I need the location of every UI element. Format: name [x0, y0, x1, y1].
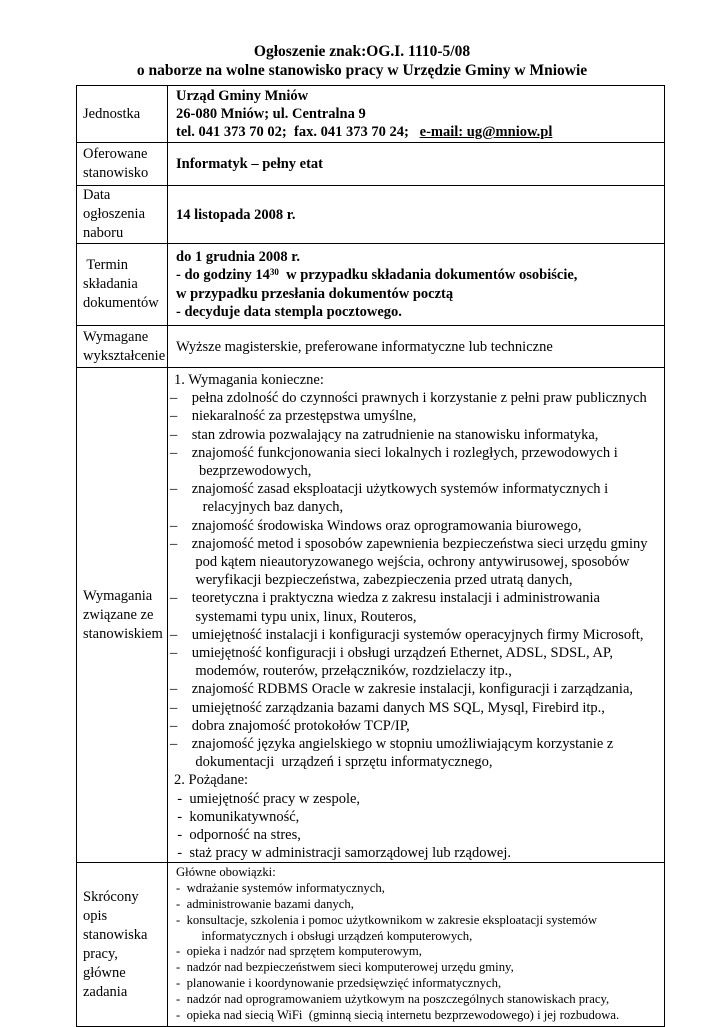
- list-item: pod kątem nieautoryzowanego wejścia, ochrony antywirusowej, sposobów: [170, 554, 630, 571]
- label-wyksztalcenie-1: Wymagane: [83, 328, 149, 345]
- office-name: Urząd Gminy Mniów: [176, 88, 309, 104]
- label-stanowisko-1: Oferowane: [83, 146, 148, 162]
- row-data-ogloszenia: [77, 186, 665, 244]
- list-item: – umiejętność zarządzania bazami danych MS SQL, Mysql, Firebird itp.,: [170, 699, 605, 716]
- list-item: - planowanie i koordynowanie przedsięwzięć informatycznych,: [176, 976, 502, 991]
- list-item: - nadzór nad oprogramowaniem użytkowym na poszczególnych stanowiskach pracy,: [176, 991, 610, 1006]
- label-zadania-3: stanowiska: [83, 926, 148, 943]
- label-data-1: Data: [83, 187, 111, 203]
- list-item: – niekaralność za przestępstwa umyślne,: [170, 408, 417, 425]
- label-data-3: naboru: [83, 225, 124, 241]
- deadline-date: do 1 grudnia 2008 r.: [176, 248, 300, 265]
- label-zadania-5: główne: [83, 964, 126, 981]
- label-wymagania-1: Wymagania: [83, 587, 153, 604]
- list-item: relacyjnych baz danych,: [170, 499, 344, 516]
- list-item: - komunikatywność,: [170, 808, 300, 825]
- label-zadania-2: opis: [83, 907, 108, 924]
- duties-heading: Główne obowiązki:: [176, 865, 276, 880]
- desirable-heading: 2. Pożądane:: [174, 772, 249, 789]
- requirements-heading: 1. Wymagania konieczne:: [174, 372, 324, 388]
- list-item: - wdrażanie systemów informatycznych,: [176, 881, 385, 896]
- label-stanowisko-2: stanowisko: [83, 165, 149, 181]
- position-value: Informatyk – pełny etat: [168, 143, 665, 186]
- row-termin: [77, 244, 665, 326]
- list-item: weryfikacji bezpieczeństwa, zabezpieczenia przed utratą danych,: [170, 572, 573, 589]
- label-zadania-1: Skrócony: [83, 888, 139, 905]
- row-wymagania: [77, 368, 665, 863]
- label-data-2: ogłoszenia: [83, 206, 146, 222]
- requirements-cell: [168, 368, 665, 863]
- row-stanowisko: [77, 143, 665, 186]
- deadline-stamp: - decyduje data stempla pocztowego.: [176, 304, 402, 320]
- list-item: - opieka i nadzór nad sprzętem komputerowym,: [176, 944, 422, 959]
- deadline-post: w przypadku przesłania dokumentów pocztą: [176, 285, 454, 302]
- label-termin-2: składania: [83, 276, 138, 292]
- list-item: modemów, routerów, przełączników, rozdzielaczy itp.,: [170, 663, 512, 680]
- list-item: bezprzewodowych,: [170, 463, 312, 480]
- list-item: – stan zdrowia pozwalający na zatrudnienie na stanowisku informatyka,: [170, 426, 599, 443]
- row-wyksztalcenie: [77, 326, 665, 368]
- label-wymagania-2: związane ze: [83, 606, 154, 623]
- list-item: – znajomość RDBMS Oracle w zakresie instalacji, konfiguracji i zarządzania,: [170, 681, 634, 698]
- list-item: – pełna zdolność do czynności prawnych i korzystanie z pełni praw publicznych: [170, 390, 647, 407]
- list-item: – umiejętność instalacji i konfiguracji systemów operacyjnych firmy Microsoft,: [170, 626, 644, 643]
- list-item: - administrowanie bazami danych,: [176, 897, 354, 912]
- list-item: – dobra znajomość protokołów TCP/IP,: [170, 717, 410, 734]
- row-zadania: [77, 863, 665, 1027]
- list-item: – znajomość funkcjonowania sieci lokalnych i rozległych, przewodowych i: [170, 444, 618, 461]
- list-item: – znajomość metod i sposobów zapewnienia bezpieczeństwa sieci urzędu gminy: [170, 535, 648, 552]
- office-address: 26-080 Mniów; ul. Centralna 9: [176, 106, 366, 122]
- label-zadania-4: pracy,: [83, 945, 118, 962]
- list-item: - staż pracy w administracji samorządowej lub rządowej.: [170, 845, 512, 862]
- requirements-list: [170, 389, 658, 771]
- announcement-date: 14 listopada 2008 r.: [168, 186, 665, 244]
- desirable-list: [170, 790, 658, 863]
- row-jednostka: [77, 86, 665, 143]
- office-phone-fax: tel. 041 373 70 02; fax. 041 373 70 24;: [176, 124, 420, 140]
- label-zadania-6: zadania: [83, 983, 128, 1000]
- list-item: - konsultacje, szkolenia i pomoc użytkownikom w zakresie eksploatacji systemów: [176, 912, 598, 927]
- label-jednostka: Jednostka: [77, 86, 168, 143]
- office-email-link[interactable]: e-mail: ug@mniow.pl: [419, 124, 553, 140]
- education-value: Wyższe magisterskie, preferowane informatyczne lub techniczne: [168, 326, 665, 368]
- list-item: – umiejętność konfiguracji i obsługi urządzeń Ethernet, ADSL, SDSL, AP,: [170, 645, 613, 662]
- list-item: – znajomość zasad eksploatacji użytkowych systemów informatycznych i: [170, 481, 609, 498]
- label-wyksztalcenie-2: wykształcenie: [83, 347, 166, 364]
- list-item: – znajomość języka angielskiego w stopniu umożliwiającym korzystanie z: [170, 736, 614, 753]
- list-item: - opieka nad siecią WiFi (gminną siecią internetu bezprzewodowego) i jej rozbudowa.: [176, 1007, 620, 1022]
- duties-list: [176, 881, 658, 1023]
- list-item: - nadzór nad bezpieczeństwem sieci komputerowej urzędu gminy,: [176, 960, 514, 975]
- label-termin-1: Termin: [83, 257, 129, 273]
- deadline-hour: - do godziny $14^{30}$ w przypadku składania dokumentów osobiście,: [176, 267, 578, 283]
- list-item: informatycznych i obsługi urządzeń komputerowych,: [176, 928, 473, 943]
- list-item: - umiejętność pracy w zespole,: [170, 790, 361, 807]
- duties-cell: [168, 863, 665, 1027]
- label-termin-3: dokumentów: [83, 295, 159, 311]
- list-item: - odporność na stres,: [170, 827, 301, 844]
- list-item: dokumentacji urządzeń i sprzętu informatycznego,: [170, 754, 493, 771]
- list-item: systemami typu unix, linux, Routeros,: [170, 608, 417, 625]
- label-wymagania-3: stanowiskiem: [83, 625, 163, 642]
- announcement-subtitle: o naborze na wolne stanowisko pracy w Urzędzie Gminy w Mniowie: [136, 62, 588, 79]
- announcement-table: [76, 85, 665, 1027]
- list-item: – znajomość środowiska Windows oraz oprogramowania biurowego,: [170, 517, 582, 534]
- announcement-title: Ogłoszenie znak:OG.I. 1110-5/08: [253, 43, 471, 60]
- list-item: – teoretyczna i praktyczna wiedza z zakresu instalacji i administrowania: [170, 590, 600, 607]
- office-contact: [176, 123, 658, 141]
